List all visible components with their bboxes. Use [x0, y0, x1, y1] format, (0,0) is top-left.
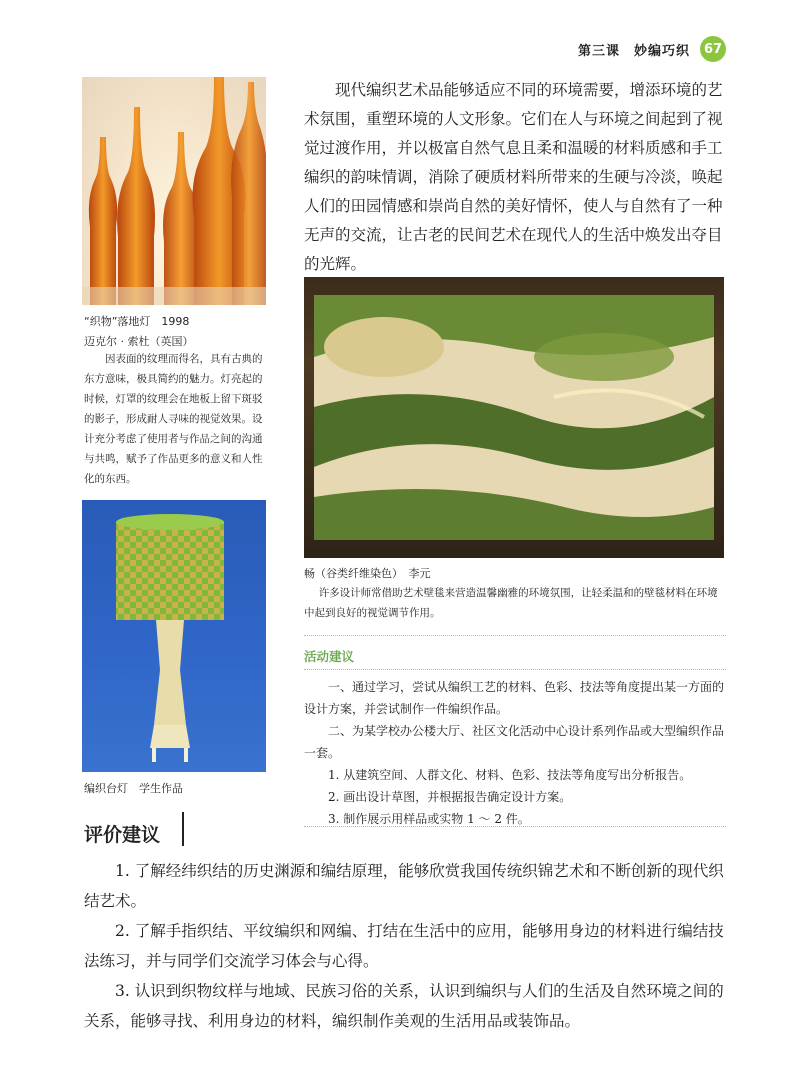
intro-paragraph: 现代编织艺术品能够适应不同的环境需要，增添环境的艺术氛围，重塑环境的人文形象。它们在人与环境之间起到了视觉过渡作用，并以极富自然气息且柔和温暖的材料质感和手工编织的韵味情调，消除了硬质材料所带来的生硬与冷淡，唤起人们的田园情感和崇尚自然的美好情怀，使人与自然有了一种无声的交流，让古老的民间艺术在现代人的生活中焕发出夺目的光辉。: [304, 81, 723, 273]
table-lamp-title: 编织台灯 学生作品: [84, 782, 183, 795]
floor-lamp-description: 因表面的纹理而得名，具有古典的东方意味，极具简约的魅力。灯亮起的时候，灯罩的纹理会在地板上留下斑驳的影子，形成耐人寻味的视觉效果。设计充分考虑了使用者与作品之间的沟通与共鸣，赋予了作品更多的意义和人性化的东西。: [84, 353, 263, 485]
wall-hanging-illustration: [304, 277, 724, 558]
activity-sub-2: 2. 画出设计草图，并根据报告确定设计方案。: [328, 790, 572, 804]
activity-list: [304, 676, 726, 830]
activity-sub-3: 3. 制作展示用样品或实物 1 ～ 2 件。: [328, 812, 530, 826]
wall-hanging-title: 畅（谷类纤维染色） 李元: [304, 567, 431, 580]
activity-item-1: 一、通过学习，尝试从编织工艺的材料、色彩、技法等角度提出某一方面的设计方案，并尝试制作一件编织作品。: [304, 680, 725, 716]
activity-sub-1: 1. 从建筑空间、人群文化、材料、色彩、技法等角度写出分析报告。: [328, 768, 692, 782]
activity-heading-divider: [304, 669, 726, 670]
evaluation-heading: 评价建议: [84, 824, 161, 846]
activity-bottom-divider: [304, 826, 726, 827]
activity-item-2: 二、为某学校办公楼大厅、社区文化活动中心设计系列作品或大型编织作品一套。: [304, 724, 725, 760]
floor-lamp-title: “织物”落地灯 1998: [84, 315, 190, 328]
evaluation-item-2: 2. 了解手指织结、平纹编织和网编、打结在生活中的应用，能够用身边的材料进行编结技法练习，并与同学们交流学习体会与心得。: [84, 922, 724, 970]
activity-top-divider: [304, 635, 726, 636]
evaluation-item-3: 3. 认识到织物纹样与地域、民族习俗的关系，认识到编织与人们的生活及自然环境之间的关系，能够寻找、利用身边的材料，编织制作美观的生活用品或装饰品。: [84, 982, 724, 1030]
evaluation-list: [84, 856, 726, 1036]
page-number-badge: 67: [700, 36, 726, 62]
floor-lamp-author: 迈克尔 · 索杜（英国）: [84, 335, 194, 348]
evaluation-item-1: 1. 了解经纬织结的历史渊源和编结原理，能够欣赏我国传统织锦艺术和不断创新的现代织结艺术。: [84, 862, 724, 910]
wall-hanging-description: 许多设计师常借助艺术壁毯来营造温馨幽雅的环境氛围，让轻柔温和的壁毯材料在环境中起到良好的视觉调节作用。: [304, 587, 718, 619]
table-lamp-photo: [82, 500, 266, 772]
floor-lamp-illustration: [82, 77, 266, 305]
evaluation-heading-bar: [182, 812, 184, 846]
wall-hanging-photo: [304, 277, 724, 558]
activity-heading: 活动建议: [304, 649, 355, 664]
running-head: 第三课 妙编巧织: [577, 44, 690, 59]
table-lamp-illustration: [82, 500, 266, 772]
floor-lamp-photo: [82, 77, 266, 305]
